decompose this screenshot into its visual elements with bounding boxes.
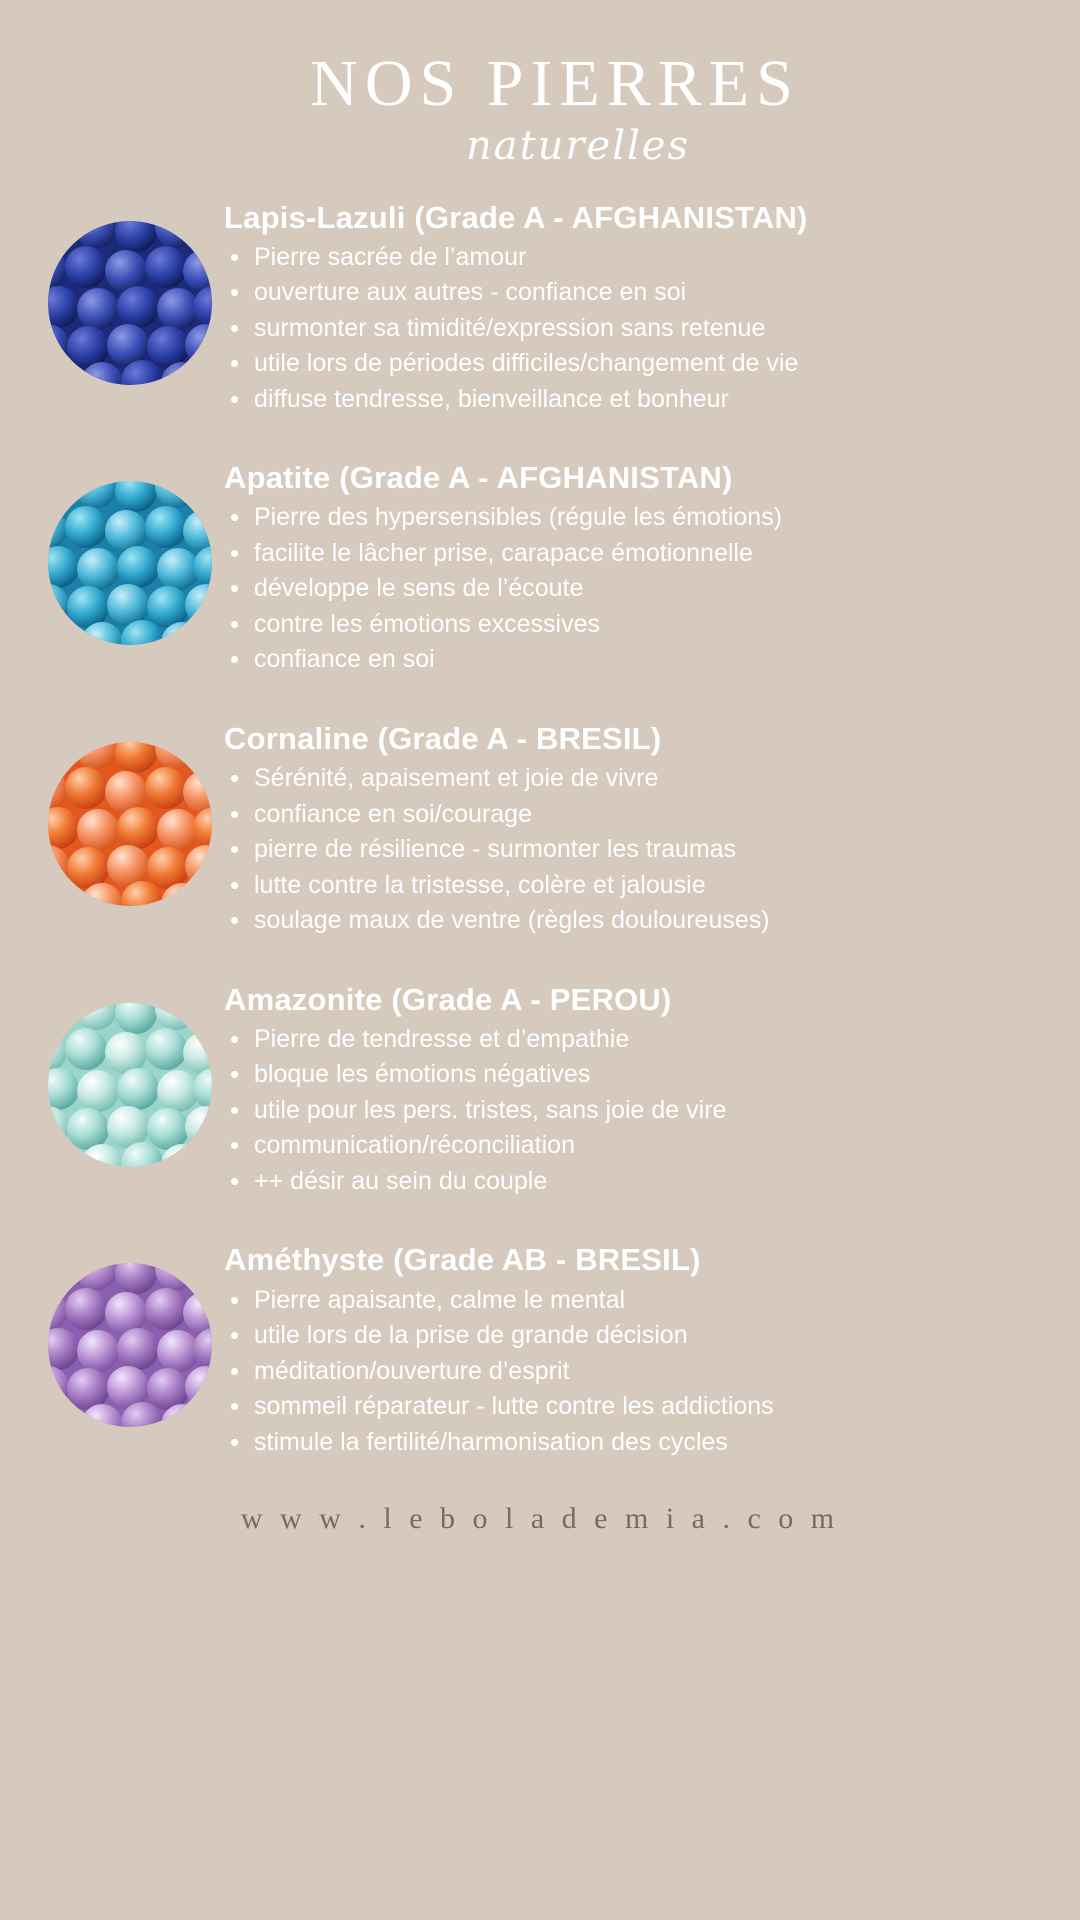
footer	[0, 1502, 1080, 1536]
list-item: • lutte contre la tristesse, colère et jalousie	[224, 868, 1080, 904]
benefit-list	[224, 240, 1080, 418]
amazonite-beads-photo	[48, 1003, 212, 1167]
list-item: • Pierre apaisante, calme le mental	[224, 1283, 1080, 1319]
list-item	[0, 981, 1080, 1200]
thumbnail-column	[42, 981, 218, 1167]
thumbnail-column	[42, 720, 218, 906]
list-item: • Sérénité, apaisement et joie de vivre	[224, 761, 1080, 797]
lapis-lazuli-beads-photo	[48, 221, 212, 385]
stone-text-column	[218, 981, 1080, 1200]
page-title: NOS PIERRES	[310, 47, 800, 120]
list-item: • communication/réconciliation	[224, 1128, 1080, 1164]
website-url[interactable]: w w w . l e b o l a d e m i a . c o m	[240, 1502, 840, 1536]
list-item: • méditation/ouverture d’esprit	[224, 1354, 1080, 1390]
thumbnail-column	[42, 199, 218, 385]
stone-title: Cornaline (Grade A - BRESIL)	[224, 720, 662, 756]
list-item: • diffuse tendresse, bienveillance et bonheur	[224, 382, 1080, 418]
list-item: • sommeil réparateur - lutte contre les addictions	[224, 1389, 1080, 1425]
list-item: • confiance en soi/courage	[224, 797, 1080, 833]
list-item: • bloque les émotions négatives	[224, 1057, 1080, 1093]
list-item: • confiance en soi	[224, 642, 1080, 678]
benefit-list	[224, 1283, 1080, 1461]
list-item	[0, 459, 1080, 678]
list-item	[0, 720, 1080, 939]
list-item: • Pierre de tendresse et d’empathie	[224, 1022, 1080, 1058]
list-item: • soulage maux de ventre (règles douloureuses)	[224, 903, 1080, 939]
list-item	[0, 1241, 1080, 1460]
page-subtitle: naturelles	[465, 122, 690, 169]
list-item: • utile lors de périodes difficiles/changement de vie	[224, 346, 1080, 382]
stone-title: Amazonite (Grade A - PEROU)	[224, 981, 672, 1017]
page-subtitle-wrap	[240, 123, 840, 169]
list-item: • ++ désir au sein du couple	[224, 1164, 1080, 1200]
list-item: • pierre de résilience - surmonter les traumas	[224, 832, 1080, 868]
amethyste-beads-photo	[48, 1263, 212, 1427]
list-item: • Pierre des hypersensibles (régule les émotions)	[224, 500, 1080, 536]
list-item: • facilite le lâcher prise, carapace émotionnelle	[224, 536, 1080, 572]
list-item: • contre les émotions excessives	[224, 607, 1080, 643]
cornaline-beads-photo	[48, 742, 212, 906]
benefit-list	[224, 500, 1080, 678]
thumbnail-column	[42, 1241, 218, 1427]
list-item: • surmonter sa timidité/expression sans retenue	[224, 311, 1080, 347]
benefit-list	[224, 1022, 1080, 1200]
thumbnail-column	[42, 459, 218, 645]
stone-title: Améthyste (Grade AB - BRESIL)	[224, 1242, 701, 1278]
apatite-beads-photo	[48, 481, 212, 645]
list-item: • Pierre sacrée de l’amour	[224, 240, 1080, 276]
list-item: • développe le sens de l’écoute	[224, 571, 1080, 607]
stone-list	[0, 199, 1080, 1460]
header	[0, 0, 1080, 169]
list-item: • utile lors de la prise de grande décision	[224, 1318, 1080, 1354]
stone-title: Lapis-Lazuli (Grade A - AFGHANISTAN)	[224, 199, 808, 235]
list-item	[0, 199, 1080, 418]
stone-text-column	[218, 199, 1080, 418]
stone-text-column	[218, 459, 1080, 678]
stone-text-column	[218, 1241, 1080, 1460]
list-item: • stimule la fertilité/harmonisation des cycles	[224, 1425, 1080, 1461]
stone-title: Apatite (Grade A - AFGHANISTAN)	[224, 460, 733, 496]
list-item: • utile pour les pers. tristes, sans joie de vire	[224, 1093, 1080, 1129]
list-item: • ouverture aux autres - confiance en soi	[224, 275, 1080, 311]
stone-text-column	[218, 720, 1080, 939]
benefit-list	[224, 761, 1080, 939]
